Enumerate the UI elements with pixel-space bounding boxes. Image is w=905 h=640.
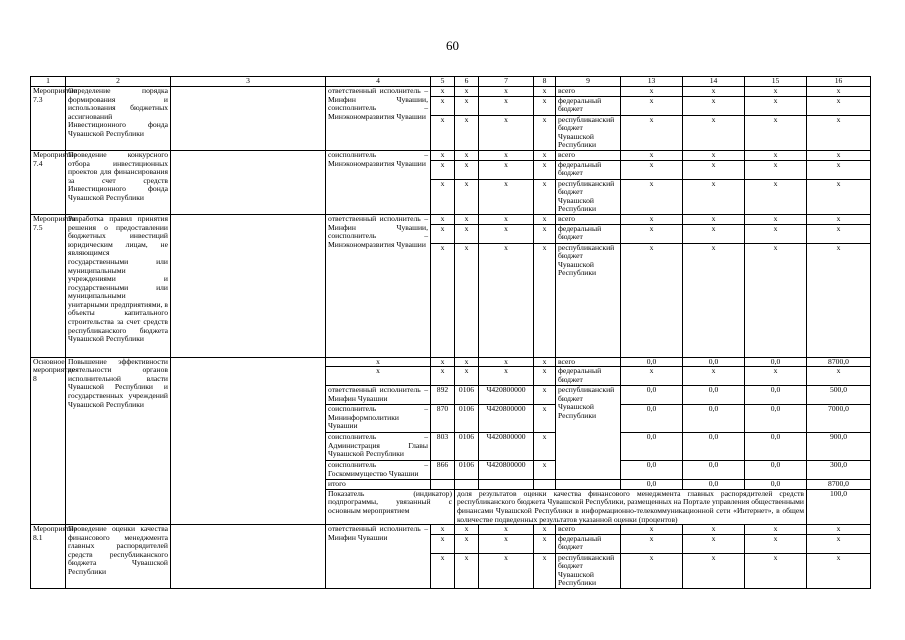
code-cell: x [534, 87, 556, 97]
activity-name: Повышение эффективности деятельности органов исполнительной власти Чувашской Республики и государственных учреждений Чувашской Республики [66, 357, 171, 525]
column-header: 14 [683, 77, 745, 87]
year-value-cell: 0,0 [621, 461, 683, 480]
column-header: 5 [431, 77, 455, 87]
column-header: 4 [326, 77, 431, 87]
code-cell: 0106 [455, 405, 479, 433]
code-cell: x [455, 357, 479, 367]
year-value-cell: x [621, 367, 683, 386]
code-cell: x [479, 150, 534, 160]
year-value-cell: 0,0 [683, 357, 745, 367]
empty-cell [171, 357, 326, 525]
code-cell: x [431, 553, 455, 588]
year-value-cell: x [807, 179, 871, 214]
code-cell: x [431, 525, 455, 535]
year-value-cell: x [807, 96, 871, 115]
code-cell: x [455, 115, 479, 150]
column-header: 16 [807, 77, 871, 87]
year-value-cell: x [807, 553, 871, 588]
executor-cell: соисполнитель – Госкомимущество Чувашии [326, 461, 431, 480]
code-cell: x [431, 214, 455, 224]
activity-name: Определение порядка формирования и использования бюджетных ассигнований Инвестиционного фонда Чувашской Республики [66, 87, 171, 151]
year-value-cell: 0,0 [745, 480, 807, 490]
year-value-cell: x [807, 115, 871, 150]
column-header: 3 [171, 77, 326, 87]
code-cell: x [455, 150, 479, 160]
year-value-cell: x [745, 160, 807, 179]
code-cell: x [479, 525, 534, 535]
code-cell: x [534, 553, 556, 588]
year-value-cell: 300,0 [807, 461, 871, 480]
code-cell: x [455, 534, 479, 553]
code-cell: x [455, 243, 479, 357]
funding-source: федеральный бюджет [556, 534, 621, 553]
funding-source: всего [556, 525, 621, 535]
activity-code: Мероприятие 7.5 [31, 214, 66, 357]
empty-cell [171, 525, 326, 589]
year-value-cell: x [745, 150, 807, 160]
year-value-cell: x [745, 115, 807, 150]
code-cell: x [479, 87, 534, 97]
year-value-cell: x [621, 115, 683, 150]
code-cell: x [479, 96, 534, 115]
activity-code: Мероприятие 7.3 [31, 87, 66, 151]
year-value-cell: x [621, 553, 683, 588]
year-value-cell: 500,0 [807, 386, 871, 405]
year-value-cell: x [745, 179, 807, 214]
table-row [31, 357, 871, 367]
code-cell: x [431, 534, 455, 553]
funding-source: всего [556, 87, 621, 97]
funding-source: федеральный бюджет [556, 96, 621, 115]
code-cell: x [431, 160, 455, 179]
year-value-cell: x [807, 160, 871, 179]
code-cell: x [479, 534, 534, 553]
code-cell: x [431, 96, 455, 115]
code-cell: x [479, 243, 534, 357]
year-value-cell: x [807, 87, 871, 97]
year-value-cell: x [807, 525, 871, 535]
year-value-cell: x [683, 534, 745, 553]
column-header: 13 [621, 77, 683, 87]
year-value-cell: x [683, 150, 745, 160]
code-cell: x [534, 386, 556, 405]
year-value-cell: 8700,0 [807, 357, 871, 367]
empty-cell [171, 87, 326, 151]
year-value-cell: x [621, 224, 683, 243]
year-value-cell: x [683, 525, 745, 535]
year-value-cell: 100,0 [807, 489, 871, 524]
year-value-cell: x [807, 224, 871, 243]
code-cell: x [534, 224, 556, 243]
code-cell: 0106 [455, 386, 479, 405]
table-row [31, 214, 871, 224]
funding-source: всего [556, 357, 621, 367]
code-cell: 803 [431, 433, 455, 461]
year-value-cell: 900,0 [807, 433, 871, 461]
code-cell: x [534, 357, 556, 367]
empty-cell [556, 480, 621, 490]
code-cell: x [431, 115, 455, 150]
year-value-cell: x [807, 243, 871, 357]
code-cell: x [431, 357, 455, 367]
code-cell: x [534, 150, 556, 160]
year-value-cell: x [621, 87, 683, 97]
code-cell: 866 [431, 461, 455, 480]
executor-cell: ответственный исполнитель – Минфин Чувашии, соисполнитель – Минэкономразвития Чувашии [326, 87, 431, 151]
code-cell: x [431, 224, 455, 243]
code-cell: x [455, 367, 479, 386]
year-value-cell: 0,0 [745, 433, 807, 461]
year-value-cell: x [745, 243, 807, 357]
funding-source: федеральный бюджет [556, 367, 621, 386]
year-value-cell: 0,0 [683, 405, 745, 433]
table-row [31, 87, 871, 97]
code-cell: 892 [431, 386, 455, 405]
code-cell: x [455, 214, 479, 224]
year-value-cell: x [807, 367, 871, 386]
executor-cell: ответственный исполнитель – Минфин Чувашии, соисполнитель – Минэкономразвития Чувашии [326, 214, 431, 357]
year-value-cell: 0,0 [621, 405, 683, 433]
activity-name: Проведение конкурсного отбора инвестиционных проектов для финансирования за счет средств Инвестиционного фонда Чувашской Республики [66, 150, 171, 214]
code-cell: x [479, 553, 534, 588]
code-cell: x [479, 214, 534, 224]
code-cell: x [455, 160, 479, 179]
year-value-cell: x [745, 553, 807, 588]
activity-code: Мероприятие 7.4 [31, 150, 66, 214]
code-cell: x [479, 357, 534, 367]
table-row [31, 525, 871, 535]
executor-cell: ответственный исполнитель – Минфин Чувашии [326, 386, 431, 405]
funding-source: республиканский бюджет Чувашской Республики [556, 179, 621, 214]
year-value-cell: 0,0 [621, 357, 683, 367]
executor-cell: x [326, 357, 431, 367]
code-cell: x [479, 115, 534, 150]
year-value-cell: 8700,0 [807, 480, 871, 490]
code-cell: x [534, 367, 556, 386]
year-value-cell: 0,0 [745, 357, 807, 367]
year-value-cell: x [745, 224, 807, 243]
year-value-cell: 0,0 [745, 461, 807, 480]
executor-cell: x [326, 367, 431, 386]
year-value-cell: 0,0 [621, 480, 683, 490]
funding-source: республиканский бюджет Чувашской Республики [556, 553, 621, 588]
funding-source: всего [556, 150, 621, 160]
empty-cell [479, 480, 534, 490]
empty-cell [431, 480, 455, 490]
executor-cell: соисполнитель – Минэкономразвития Чувашии [326, 150, 431, 214]
year-value-cell: x [621, 214, 683, 224]
activity-name: Проведение оценки качества финансового менеджмента главных распорядителей средств республиканского бюджета Чувашской Республики [66, 525, 171, 589]
column-header: 2 [66, 77, 171, 87]
year-value-cell: x [621, 160, 683, 179]
funding-source: федеральный бюджет [556, 160, 621, 179]
year-value-cell: x [683, 367, 745, 386]
executor-cell: итого [326, 480, 431, 490]
activity-name: Разработка правил принятия решения о предоставлении бюджетных инвестиций юридическим лицам, не являющимся государственными или муниципальными учреждениями и государственными или муниципальными унитарными предприятиями, в объекты капитального строительства за счет средств республиканского бюджета Чувашской Республики [66, 214, 171, 357]
year-value-cell: 0,0 [683, 433, 745, 461]
code-cell: x [534, 525, 556, 535]
code-cell: x [455, 224, 479, 243]
indicator-text: доля результатов оценки качества финансового менеджмента главных распорядителей средств республиканского бюджета Чувашской Республики, размещенных на Портале управления общественными финансами Чувашской Республики в информационно-телекоммуникационной сети «Интернет», в общем количестве подведенных результатов указанной оценки (процентов) [455, 489, 807, 524]
funding-source: республиканский бюджет Чувашской Республики [556, 386, 621, 480]
column-header: 7 [479, 77, 534, 87]
year-value-cell: 0,0 [745, 405, 807, 433]
table-row [31, 150, 871, 160]
funding-source: всего [556, 214, 621, 224]
code-cell: x [534, 405, 556, 433]
year-value-cell: x [745, 534, 807, 553]
code-cell: x [534, 461, 556, 480]
year-value-cell: 0,0 [683, 461, 745, 480]
code-cell: x [534, 214, 556, 224]
column-header: 6 [455, 77, 479, 87]
executor-cell: ответственный исполнитель – Минфин Чувашии [326, 525, 431, 589]
year-value-cell: x [683, 160, 745, 179]
year-value-cell: x [621, 243, 683, 357]
year-value-cell: 0,0 [745, 386, 807, 405]
year-value-cell: x [621, 179, 683, 214]
code-cell: x [479, 224, 534, 243]
year-value-cell: x [683, 96, 745, 115]
code-cell: x [431, 87, 455, 97]
code-cell: 0106 [455, 433, 479, 461]
code-cell: x [479, 179, 534, 214]
year-value-cell: 7000,0 [807, 405, 871, 433]
year-value-cell: x [807, 150, 871, 160]
code-cell: Ч420800000 [479, 461, 534, 480]
page-number: 60 [446, 38, 459, 53]
year-value-cell: x [683, 87, 745, 97]
year-value-cell: x [745, 367, 807, 386]
empty-cell [455, 480, 479, 490]
code-cell: x [534, 160, 556, 179]
year-value-cell: x [683, 224, 745, 243]
year-value-cell: x [683, 115, 745, 150]
executor-cell: соисполнитель – Мининформполитики Чувашии [326, 405, 431, 433]
year-value-cell: 0,0 [683, 386, 745, 405]
code-cell: x [479, 367, 534, 386]
empty-cell [171, 150, 326, 214]
column-header: 1 [31, 77, 66, 87]
executor-cell: соисполнитель – Администрация Главы Чувашской Республики [326, 433, 431, 461]
code-cell: x [455, 553, 479, 588]
year-value-cell: x [745, 525, 807, 535]
code-cell: 870 [431, 405, 455, 433]
year-value-cell: x [745, 96, 807, 115]
funding-source: республиканский бюджет Чувашской Республики [556, 243, 621, 357]
year-value-cell: x [745, 214, 807, 224]
funding-source: республиканский бюджет Чувашской Республики [556, 115, 621, 150]
year-value-cell: x [683, 553, 745, 588]
code-cell: x [431, 243, 455, 357]
code-cell: x [431, 367, 455, 386]
column-header: 9 [556, 77, 621, 87]
code-cell: x [455, 525, 479, 535]
year-value-cell: 0,0 [621, 433, 683, 461]
code-cell: x [455, 96, 479, 115]
table-row [31, 77, 871, 87]
year-value-cell: x [807, 214, 871, 224]
code-cell: x [534, 115, 556, 150]
code-cell: x [534, 96, 556, 115]
code-cell: Ч420800000 [479, 433, 534, 461]
year-value-cell: x [621, 150, 683, 160]
code-cell: x [455, 87, 479, 97]
code-cell: Ч420800000 [479, 405, 534, 433]
code-cell: 0106 [455, 461, 479, 480]
column-header: 15 [745, 77, 807, 87]
year-value-cell: x [621, 534, 683, 553]
code-cell: x [534, 534, 556, 553]
code-cell: Ч420800000 [479, 386, 534, 405]
empty-cell [171, 214, 326, 357]
column-header: 8 [534, 77, 556, 87]
code-cell: x [534, 179, 556, 214]
year-value-cell: x [683, 243, 745, 357]
code-cell: x [534, 433, 556, 461]
code-cell: x [431, 150, 455, 160]
code-cell: x [534, 243, 556, 357]
code-cell: x [479, 160, 534, 179]
activity-code: Основное мероприятие 8 [31, 357, 66, 525]
year-value-cell: x [807, 534, 871, 553]
empty-cell [534, 480, 556, 490]
year-value-cell: x [621, 525, 683, 535]
activity-code: Мероприятие 8.1 [31, 525, 66, 589]
year-value-cell: 0,0 [621, 386, 683, 405]
program-table [30, 76, 871, 589]
year-value-cell: x [683, 179, 745, 214]
indicator-label: Показатель (индикатор) подпрограммы, увязанный с основным мероприятием [326, 489, 455, 524]
year-value-cell: x [745, 87, 807, 97]
funding-source: федеральный бюджет [556, 224, 621, 243]
code-cell: x [455, 179, 479, 214]
year-value-cell: x [683, 214, 745, 224]
year-value-cell: x [621, 96, 683, 115]
code-cell: x [431, 179, 455, 214]
year-value-cell: 0,0 [683, 480, 745, 490]
